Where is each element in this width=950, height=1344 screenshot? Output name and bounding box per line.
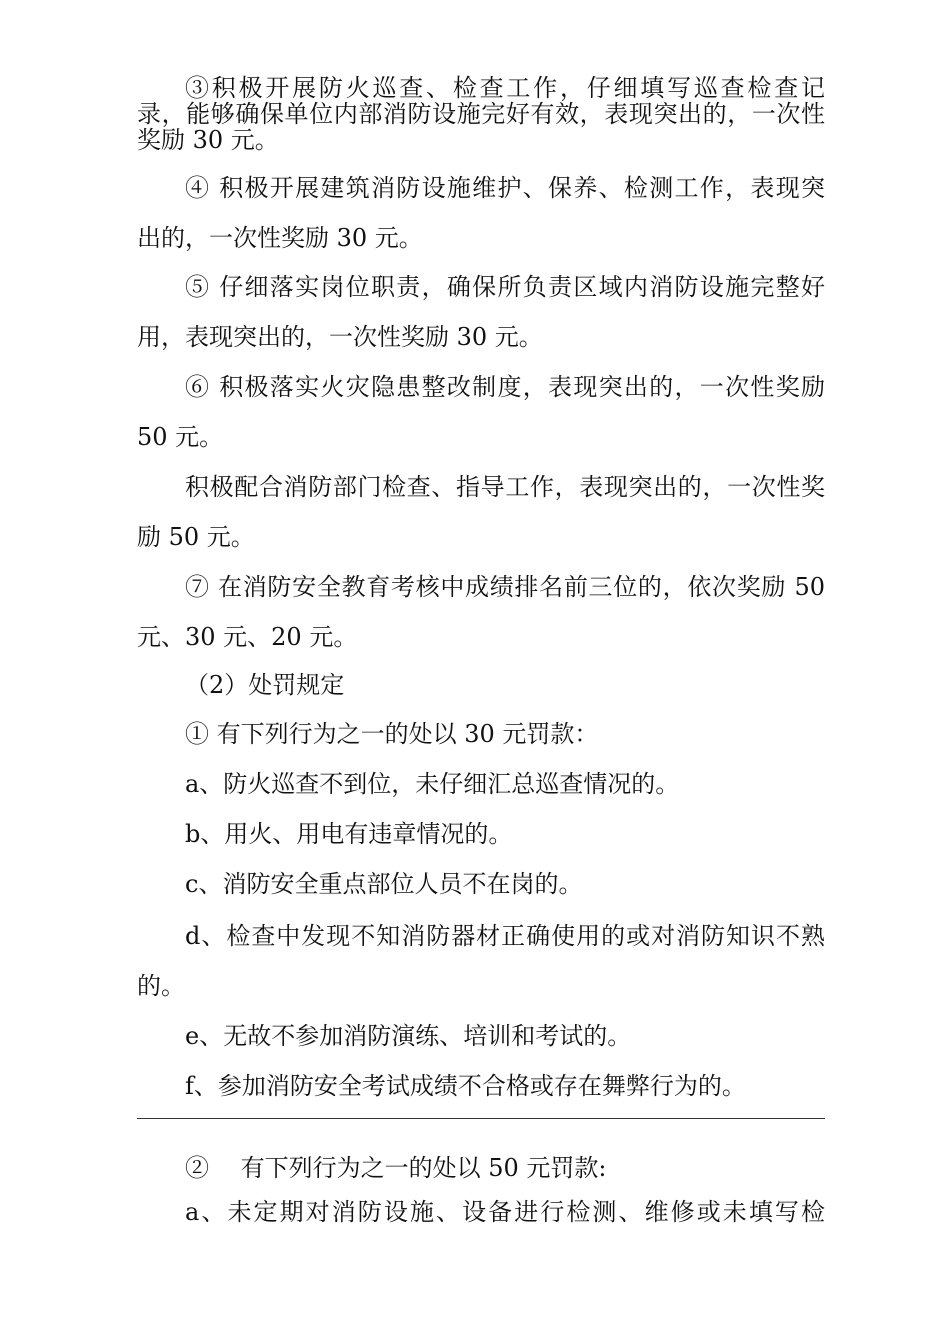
text-line: ⑤ 仔细落实岗位职责，确保所负责区域内消防设施完整好: [185, 273, 825, 301]
penalty-1-e: [137, 1023, 825, 1049]
text-line: e、无故不参加消防演练、培训和考试的。: [185, 1022, 632, 1050]
text-line: b、用火、用电有违章情况的。: [185, 820, 513, 848]
text-line: f、参加消防安全考试成绩不合格或存在舞弊行为的。: [185, 1072, 746, 1100]
penalty-1-b: [137, 821, 825, 847]
text-line: 元、30 元、20 元。: [137, 623, 358, 651]
penalty-1-c: [137, 871, 825, 897]
text-line: c、消防安全重点部位人员不在岗的。: [185, 870, 583, 898]
text-line: （2）处罚规定: [185, 671, 345, 699]
text-line: 积极配合消防部门检查、指导工作，表现突出的，一次性奖: [185, 473, 825, 501]
text-line: 录，能够确保单位内部消防设施完好有效，表现突出的，一次性: [137, 100, 825, 128]
penalty-item-1: [137, 721, 825, 747]
text-line: a、防火巡查不到位，未仔细汇总巡查情况的。: [185, 770, 680, 798]
text-line: ⑥ 积极落实火灾隐患整改制度，表现突出的，一次性奖励: [185, 373, 825, 401]
text-line: ③积极开展防火巡查、检查工作，仔细填写巡查检查记: [185, 74, 825, 102]
reward-item-3: [137, 75, 825, 153]
text-line: 用，表现突出的，一次性奖励 30 元。: [137, 323, 543, 351]
text-line: ⑦ 在消防安全教育考核中成绩排名前三位的，依次奖励 50: [185, 573, 825, 601]
reward-item-7: [137, 574, 825, 650]
penalty-1-f: [137, 1073, 825, 1099]
text-line: 出的，一次性奖励 30 元。: [137, 224, 423, 252]
penalty-item-2: [137, 1155, 825, 1181]
reward-item-5: [137, 274, 825, 350]
text-line: 奖励 30 元。: [137, 126, 279, 154]
text-line: 励 50 元。: [137, 523, 255, 551]
text-line: ② 有下列行为之一的处以 50 元罚款:: [185, 1154, 607, 1182]
reward-item-cooperation: [137, 474, 825, 550]
text-line: ④ 积极开展建筑消防设施维护、保养、检测工作，表现突: [185, 174, 825, 202]
text-line: d、检查中发现不知消防器材正确使用的或对消防知识不熟: [185, 922, 825, 950]
penalty-2-a: [137, 1199, 825, 1225]
text-line: 的。: [137, 972, 185, 1000]
section-heading-penalty: [137, 672, 825, 698]
reward-item-6: [137, 374, 825, 450]
text-line: a、未定期对消防设施、设备进行检测、维修或未填写检: [185, 1198, 825, 1226]
text-line: ① 有下列行为之一的处以 30 元罚款：: [185, 720, 599, 748]
penalty-1-a: [137, 771, 825, 797]
page-divider: [137, 1118, 825, 1119]
penalty-1-d: [137, 923, 825, 999]
text-line: 50 元。: [137, 423, 224, 451]
reward-item-4: [137, 175, 825, 251]
